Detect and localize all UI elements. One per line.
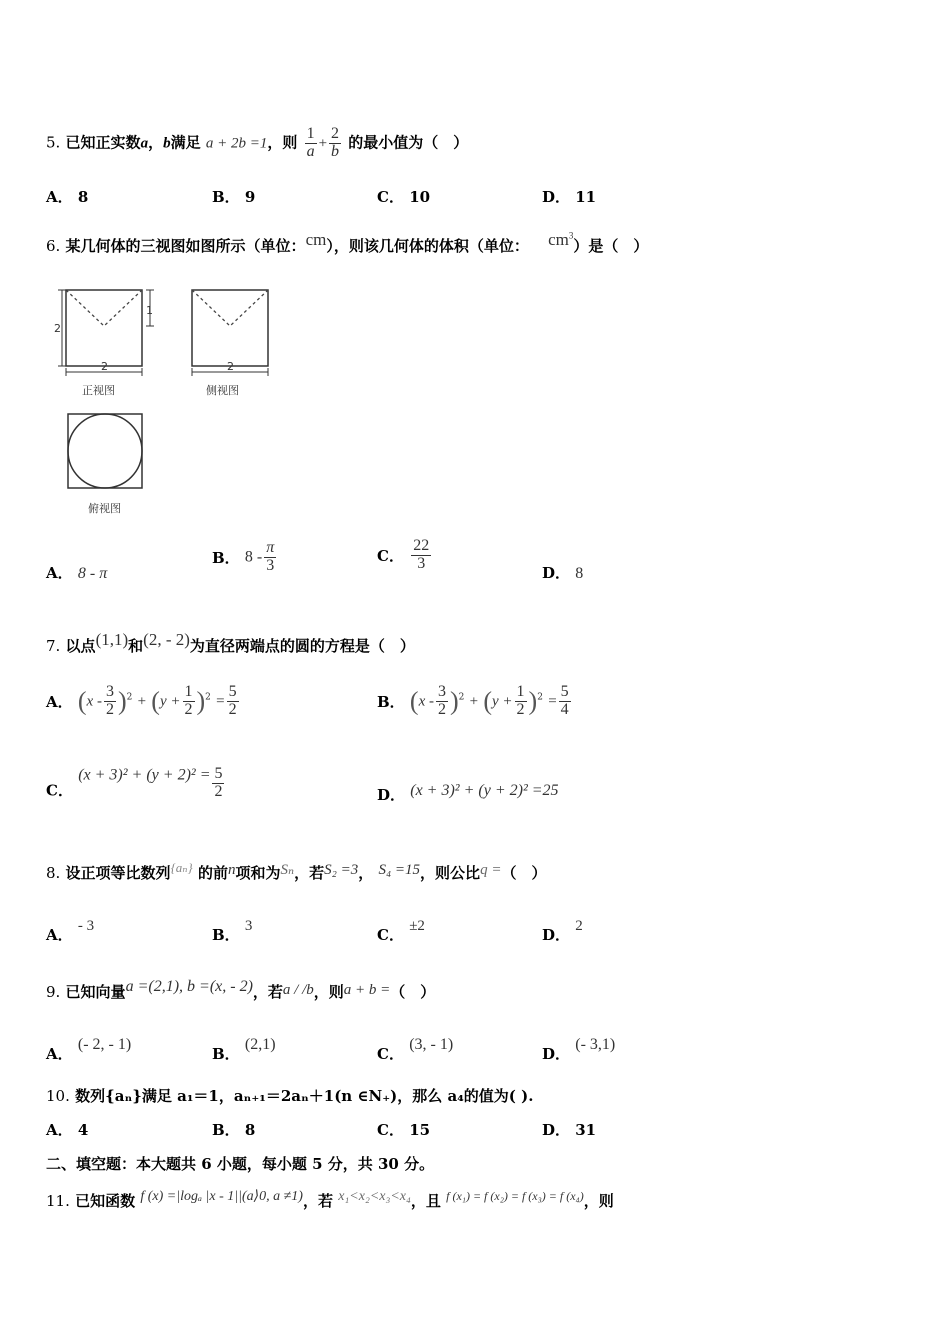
question-number: 10. [46,1087,70,1105]
q9-option-a[interactable]: A． (- 2, - 1) [46,1036,132,1063]
question-9: 9. 已知向量a =(2,1), b =(x, - 2)，若a / /b，则a + b =（ ） [46,978,436,1001]
q8-option-d[interactable]: D． 2 [542,918,583,944]
q5-option-d[interactable]: D． 11 [542,188,597,206]
dim-width-label-side: 2 [227,360,234,373]
front-view-label: 正视图 [82,384,115,397]
q7-option-c[interactable]: C． (x + 3)² + (y + 2)² = $\frac{5}{2}$ [46,765,223,800]
q9-option-b[interactable]: B． (2,1) [212,1036,276,1063]
var-a: a [140,135,149,152]
q6-option-b[interactable]: B． 8 - $\frac{\pi}{3}$ [212,539,275,574]
question-number: 9. [46,983,61,1001]
unit-cm3: $cm^3$ [548,230,574,249]
q5-option-a[interactable]: A． 8 [46,188,89,206]
fraction-2-over-b: $\frac{2}{b}$ [331,125,340,160]
question-number: 8. [46,864,61,882]
q7-option-b[interactable]: B． (x - $\frac{3}{2}$ )$^2$ + (y + $\frac{1}{2}$ )$^2$ = $\frac{5}{4}$ [377,683,569,718]
q10-option-c[interactable]: C． 15 [377,1121,431,1139]
q8-option-b[interactable]: B． 3 [212,918,253,944]
fraction-1-over-a: $\frac{1}{a}$ [306,125,315,160]
point-2: (2, - 2) [143,630,190,649]
question-8: 8. 设正项等比数列{aₙ} 的前n项和为Sₙ，若S₂ =3， S₄ =15，则公比q =（ ） [46,860,547,882]
q7-option-a[interactable]: A． (x - $\frac{3}{2}$ )$^2$ + (y + $\frac{1}{2}$ )$^2$ = $\frac{5}{2}$ [46,683,237,718]
q10-option-d[interactable]: D． 31 [542,1121,597,1139]
q10-option-a[interactable]: A． 4 [46,1121,89,1139]
q10-option-b[interactable]: B． 8 [212,1121,256,1139]
question-number: 7. [46,637,61,655]
condition-formula: a + 2b =1 [205,135,268,152]
question-5: 5. 已知正实数a，b满足 a + 2b =1，则 $\frac{1}{a}$ + $\frac{2}{b}$ 的最小值为（ ） [46,125,469,160]
side-view-label: 侧视图 [206,384,239,397]
ordering: x₁<x₂<x₃<x₄ [338,1189,411,1204]
section-2-title: 二、填空题：本大题共 6 小题，每小题 5 分，共 30 分。 [46,1155,435,1173]
question-11: 11. 已知函数 f (x) =|logₐ |x - 1||(a⟩0, a ≠1)，若 x₁<x₂<x₃<x₄，且 $^{f (x_1) = f (x_2) = f (x_3) = f (x_4)}$，则 [46,1189,614,1210]
question-6: 6. 某几何体的三视图如图所示（单位：cm），则该几何体的体积（单位： $cm^3$）是（ ） [46,230,649,255]
q6-option-d[interactable]: D． 8 [542,564,584,582]
question-number: 11. [46,1192,70,1210]
q9-option-c[interactable]: C． (3, - 1) [377,1036,454,1063]
q6-option-c[interactable]: C． $\frac{22}{3}$ [377,537,430,572]
equality: f (x₁) = f (x₂) = f (x₃) = f (x₄) [446,1189,584,1203]
question-7: 7. 以点(1,1)和(2, - 2)为直径两端点的圆的方程是（ ） [46,630,415,655]
q5-option-b[interactable]: B． 9 [212,188,256,206]
dim-height-label: 2 [54,322,61,335]
q8-option-c[interactable]: C． ±2 [377,918,425,944]
q7-option-d[interactable]: D． (x + 3)² + (y + 2)² =25 [377,782,559,804]
q9-option-d[interactable]: D． (- 3,1) [542,1036,616,1063]
unit-cm: cm [305,230,327,249]
question-10 [46,1085,533,1106]
vectors-def: a =(2,1), b =(x, - 2) [125,978,253,995]
point-1: (1,1) [95,630,129,649]
three-view-figure [44,278,284,528]
function-def: f (x) =|logₐ |x - 1||(a⟩0, a ≠1) [140,1189,303,1204]
q8-option-a[interactable]: A． - 3 [46,918,95,944]
sequence-symbol: {aₙ} [170,860,193,875]
question-text: 已知正实数 [65,133,141,152]
q5-option-c[interactable]: C． 10 [377,188,431,206]
var-b: b [163,135,171,152]
question-number: 5. [46,133,61,152]
top-view-label: 俯视图 [88,502,121,515]
question-number: 6. [46,237,61,255]
question-text: 数列{aₙ}满足 a₁＝1，aₙ₊₁＝2aₙ＋1(n ∈N₊)，那么 a₄的值为( ). [75,1087,534,1105]
dim-depth-label: 1 [146,304,153,317]
q6-option-a[interactable]: A． 8 - π [46,564,108,582]
dim-width-label-front: 2 [101,360,108,373]
